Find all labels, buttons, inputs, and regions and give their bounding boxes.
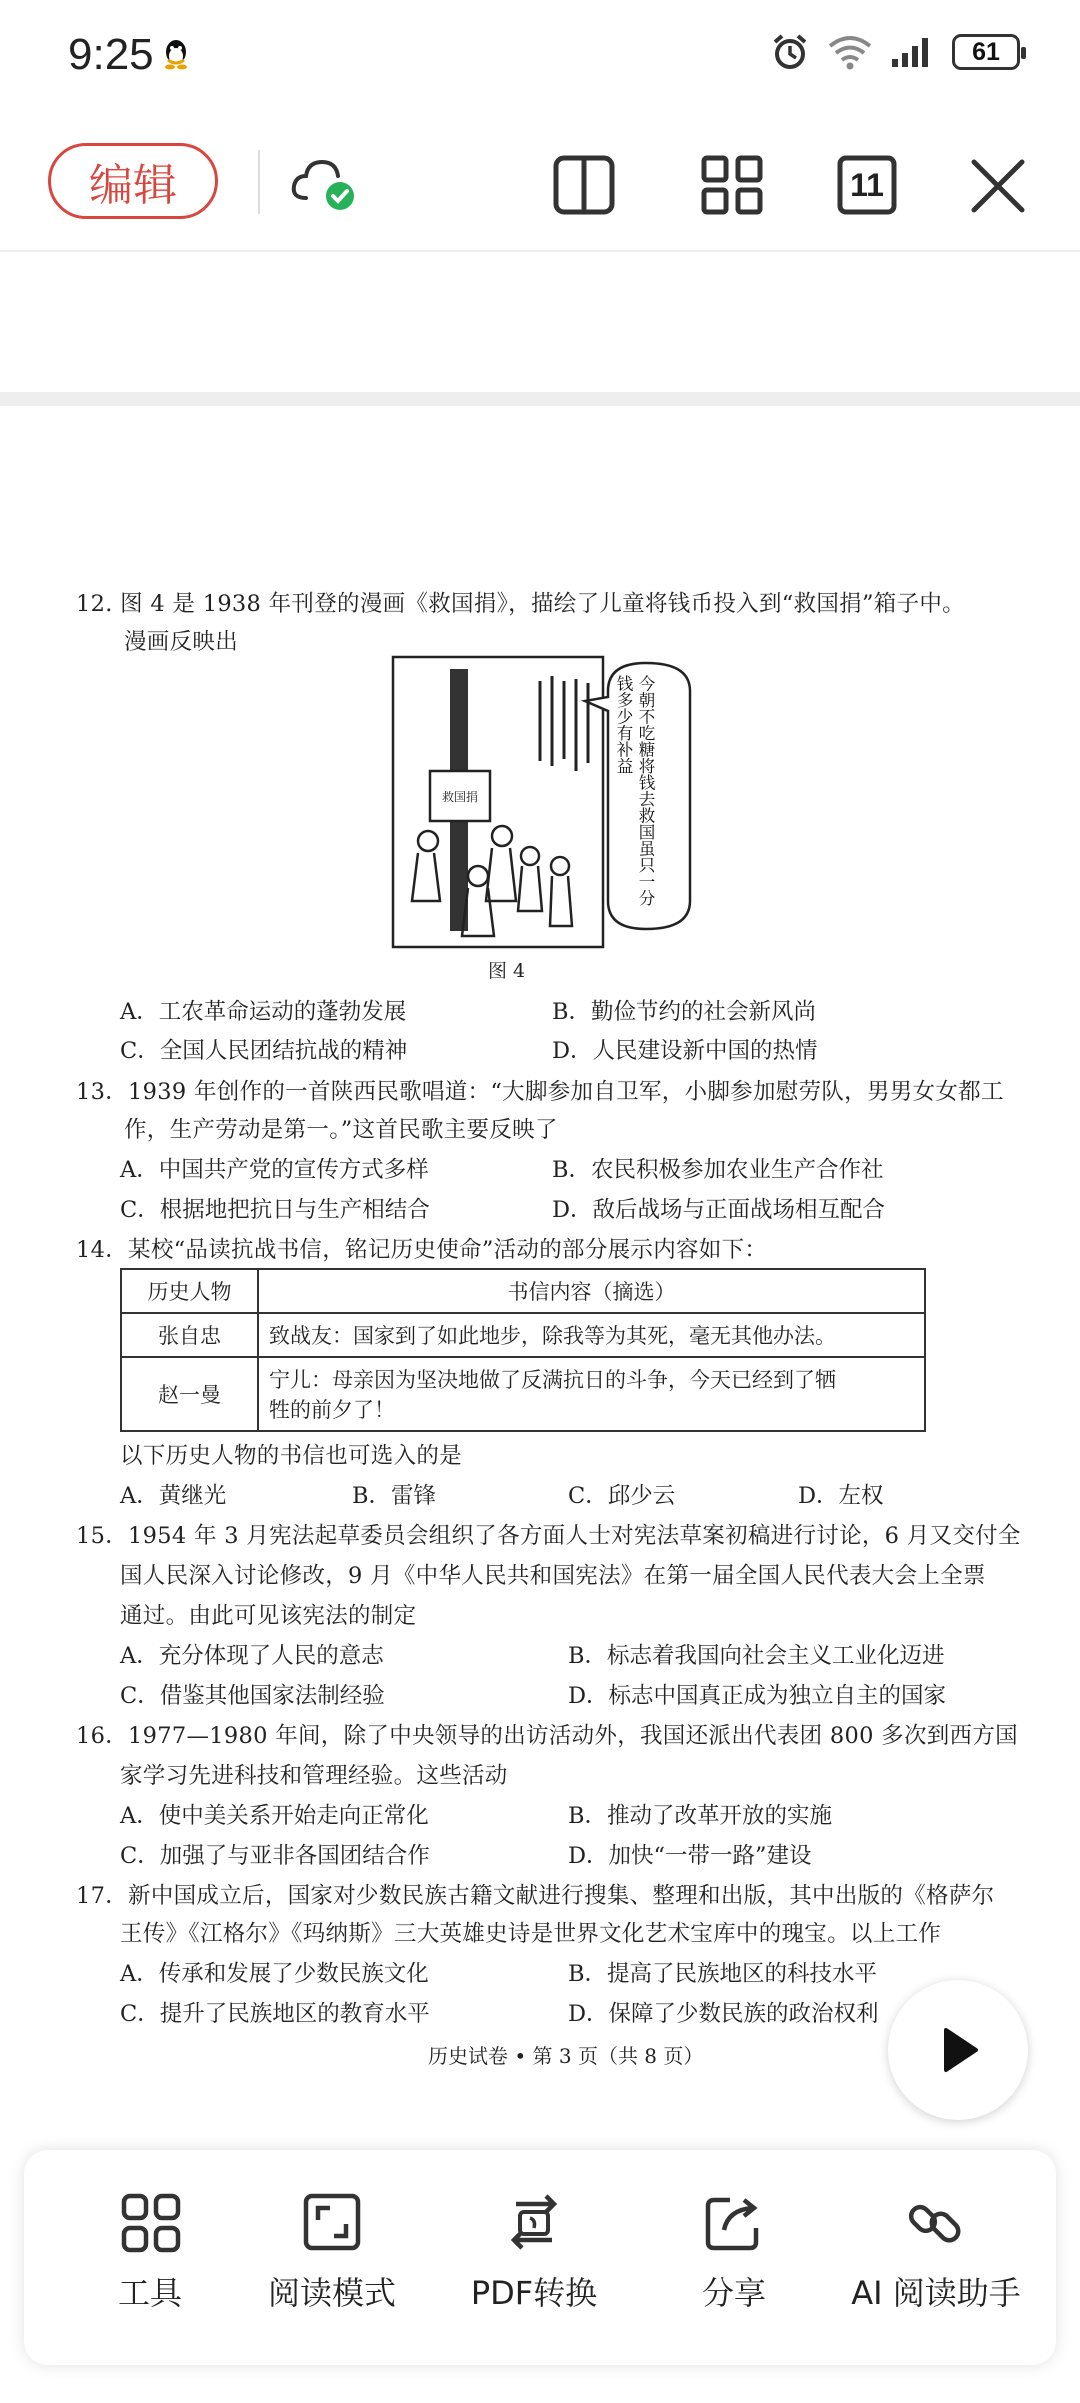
ai-assistant-icon (904, 2190, 968, 2254)
q14-option-b: B．雷锋 (352, 1483, 437, 1509)
top-toolbar (0, 110, 1080, 252)
share-button[interactable] (644, 2190, 824, 2340)
q15-stem-line3: 通过。由此可见该宪法的制定 (120, 1603, 417, 1629)
q13-option-b: B．农民积极参加农业生产合作社 (552, 1157, 884, 1183)
q16-stem-line2: 家学习先进科技和管理经验。这些活动 (120, 1763, 508, 1789)
q15-option-a: A．充分体现了人民的意志 (120, 1643, 384, 1669)
figure-caption: 图 4 (488, 960, 526, 982)
read-mode-button[interactable] (242, 2190, 422, 2340)
pdf-convert-label: PDF转换 (470, 2274, 598, 2312)
page-count-button[interactable] (832, 148, 904, 220)
q17-stem-line2: 王传》《江格尔》《玛纳斯》三大英雄史诗是世界文化艺术宝库中的瑰宝。以上工作 (120, 1921, 942, 1947)
tools-icon (118, 2190, 182, 2254)
q14-stem-line2: 以下历史人物的书信也可选入的是 (120, 1443, 463, 1469)
cartoon-figure (390, 651, 720, 951)
table-header-content: 书信内容（摘选） (258, 1269, 925, 1313)
q12-option-d: D．人民建设新中国的热情 (552, 1038, 818, 1064)
cartoon-speech-text: 今朝不吃糖将钱去救国虽只一分钱多少有补益 (614, 675, 655, 906)
qq-icon (162, 38, 190, 70)
q15-option-b: B．标志着我国向社会主义工业化迈进 (568, 1643, 945, 1669)
pdf-convert-icon (502, 2190, 566, 2254)
q13-stem-line2: 作，生产劳动是第一。”这首民歌主要反映了 (124, 1117, 558, 1143)
cartoon-box-label: 救国捐 (441, 790, 479, 804)
play-icon (928, 2020, 988, 2080)
q13-option-d: D．敌后战场与正面战场相互配合 (552, 1197, 886, 1223)
read-mode-label: 阅读模式 (267, 2274, 396, 2312)
q17-option-b: B．提高了民族地区的科技水平 (568, 1961, 878, 1987)
table-row (121, 1269, 925, 1313)
table-row (121, 1313, 925, 1357)
letter-text-line2: 牲的前夕了！ (269, 1398, 395, 1422)
battery-level: 61 (972, 37, 1000, 66)
status-time: 9:25 (68, 30, 154, 79)
edit-button[interactable] (48, 143, 218, 219)
bottom-toolbar (24, 2150, 1056, 2365)
table-cell-content (258, 1357, 925, 1431)
table-header-person: 历史人物 (121, 1269, 258, 1313)
letters-table (120, 1268, 926, 1432)
q16-stem-line1: 16．1977—1980 年间，除了中央领导的出访活动外，我国还派出代表团 800 多次到西方国 (76, 1723, 1018, 1749)
q16-option-d: D．加快“一带一路”建设 (568, 1843, 812, 1869)
q13-option-a: A．中国共产党的宣传方式多样 (120, 1157, 429, 1183)
page-count: 11 (850, 166, 884, 203)
q13-stem-line1: 13．1939 年创作的一首陕西民歌唱道：“大脚参加自卫军，小脚参加慰劳队，男男女女都工 (76, 1079, 1004, 1105)
document-page (0, 406, 1080, 2146)
page-separator (0, 392, 1080, 406)
q14-option-a: A．黄继光 (120, 1483, 227, 1509)
q15-option-c: C．借鉴其他国家法制经验 (120, 1683, 385, 1709)
q16-option-c: C．加强了与亚非各国团结合作 (120, 1843, 430, 1869)
cartoon-speech-bubble (612, 675, 688, 925)
table-row (121, 1357, 925, 1431)
alarm-icon (770, 32, 810, 72)
expand-icon (300, 2190, 364, 2254)
share-icon (702, 2190, 766, 2254)
letter-text-line1: 宁儿：母亲因为坚决地做了反满抗日的斗争，今天已经到了牺 (269, 1368, 836, 1392)
pdf-convert-button[interactable] (444, 2190, 624, 2340)
table-cell-person: 赵一曼 (121, 1357, 258, 1431)
tools-button[interactable] (60, 2190, 240, 2340)
tools-label: 工具 (117, 2274, 182, 2312)
status-bar (0, 0, 1080, 110)
q17-option-c: C．提升了民族地区的教育水平 (120, 2001, 430, 2027)
q12-option-c: C．全国人民团结抗战的精神 (120, 1038, 408, 1064)
q14-option-d: D．左权 (798, 1483, 884, 1509)
page-footer: 历史试卷 • 第 3 页（共 8 页） (428, 2044, 704, 2068)
toolbar-divider (258, 150, 260, 214)
q14-option-c: C．邱少云 (568, 1483, 676, 1509)
split-view-icon[interactable] (548, 148, 620, 220)
q14-stem-line1: 14．某校“品读抗战书信，铭记历史使命”活动的部分展示内容如下： (76, 1237, 768, 1263)
q12-stem-line1: 12. 图 4 是 1938 年刊登的漫画《救国捐》，描绘了儿童将钱币投入到“救国捐”箱子中。 (76, 591, 965, 617)
edit-button-label: 编辑 (89, 160, 177, 211)
close-icon[interactable] (962, 148, 1034, 220)
table-cell-person: 张自忠 (121, 1313, 258, 1357)
ai-assistant-button[interactable] (846, 2190, 1026, 2340)
q12-stem-line2: 漫画反映出 (124, 629, 239, 655)
play-button[interactable] (888, 1980, 1028, 2120)
q15-stem-line1: 15．1954 年 3 月宪法起草委员会组织了各方面人士对宪法草案初稿进行讨论，6 月又交付全 (76, 1523, 1021, 1549)
q16-option-b: B．推动了改革开放的实施 (568, 1803, 833, 1829)
q12-option-a: A．工农革命运动的蓬勃发展 (120, 999, 407, 1025)
ai-assistant-label: AI 阅读助手 (851, 2274, 1021, 2312)
grid-view-icon[interactable] (696, 148, 768, 220)
q15-option-d: D．标志中国真正成为独立自主的国家 (568, 1683, 947, 1709)
q12-option-b: B．勤俭节约的社会新风尚 (552, 999, 817, 1025)
q17-stem-line1: 17．新中国成立后，国家对少数民族古籍文献进行搜集、整理和出版，其中出版的《格萨尔 (76, 1883, 995, 1909)
q15-stem-line2: 国人民深入讨论修改，9 月《中华人民共和国宪法》在第一届全国人民代表大会上全票 (120, 1563, 986, 1589)
q13-option-c: C．根据地把抗日与生产相结合 (120, 1197, 430, 1223)
share-label: 分享 (701, 2274, 766, 2312)
table-cell-content: 致战友：国家到了如此地步，除我等为其死，毫无其他办法。 (258, 1313, 925, 1357)
battery-indicator (952, 34, 1020, 70)
cloud-synced-icon[interactable] (288, 148, 360, 220)
q17-option-d: D．保障了少数民族的政治权利 (568, 2001, 879, 2027)
signal-icon (890, 35, 934, 69)
q17-option-a: A．传承和发展了少数民族文化 (120, 1961, 429, 1987)
wifi-icon (828, 34, 872, 70)
q16-option-a: A．使中美关系开始走向正常化 (120, 1803, 429, 1829)
